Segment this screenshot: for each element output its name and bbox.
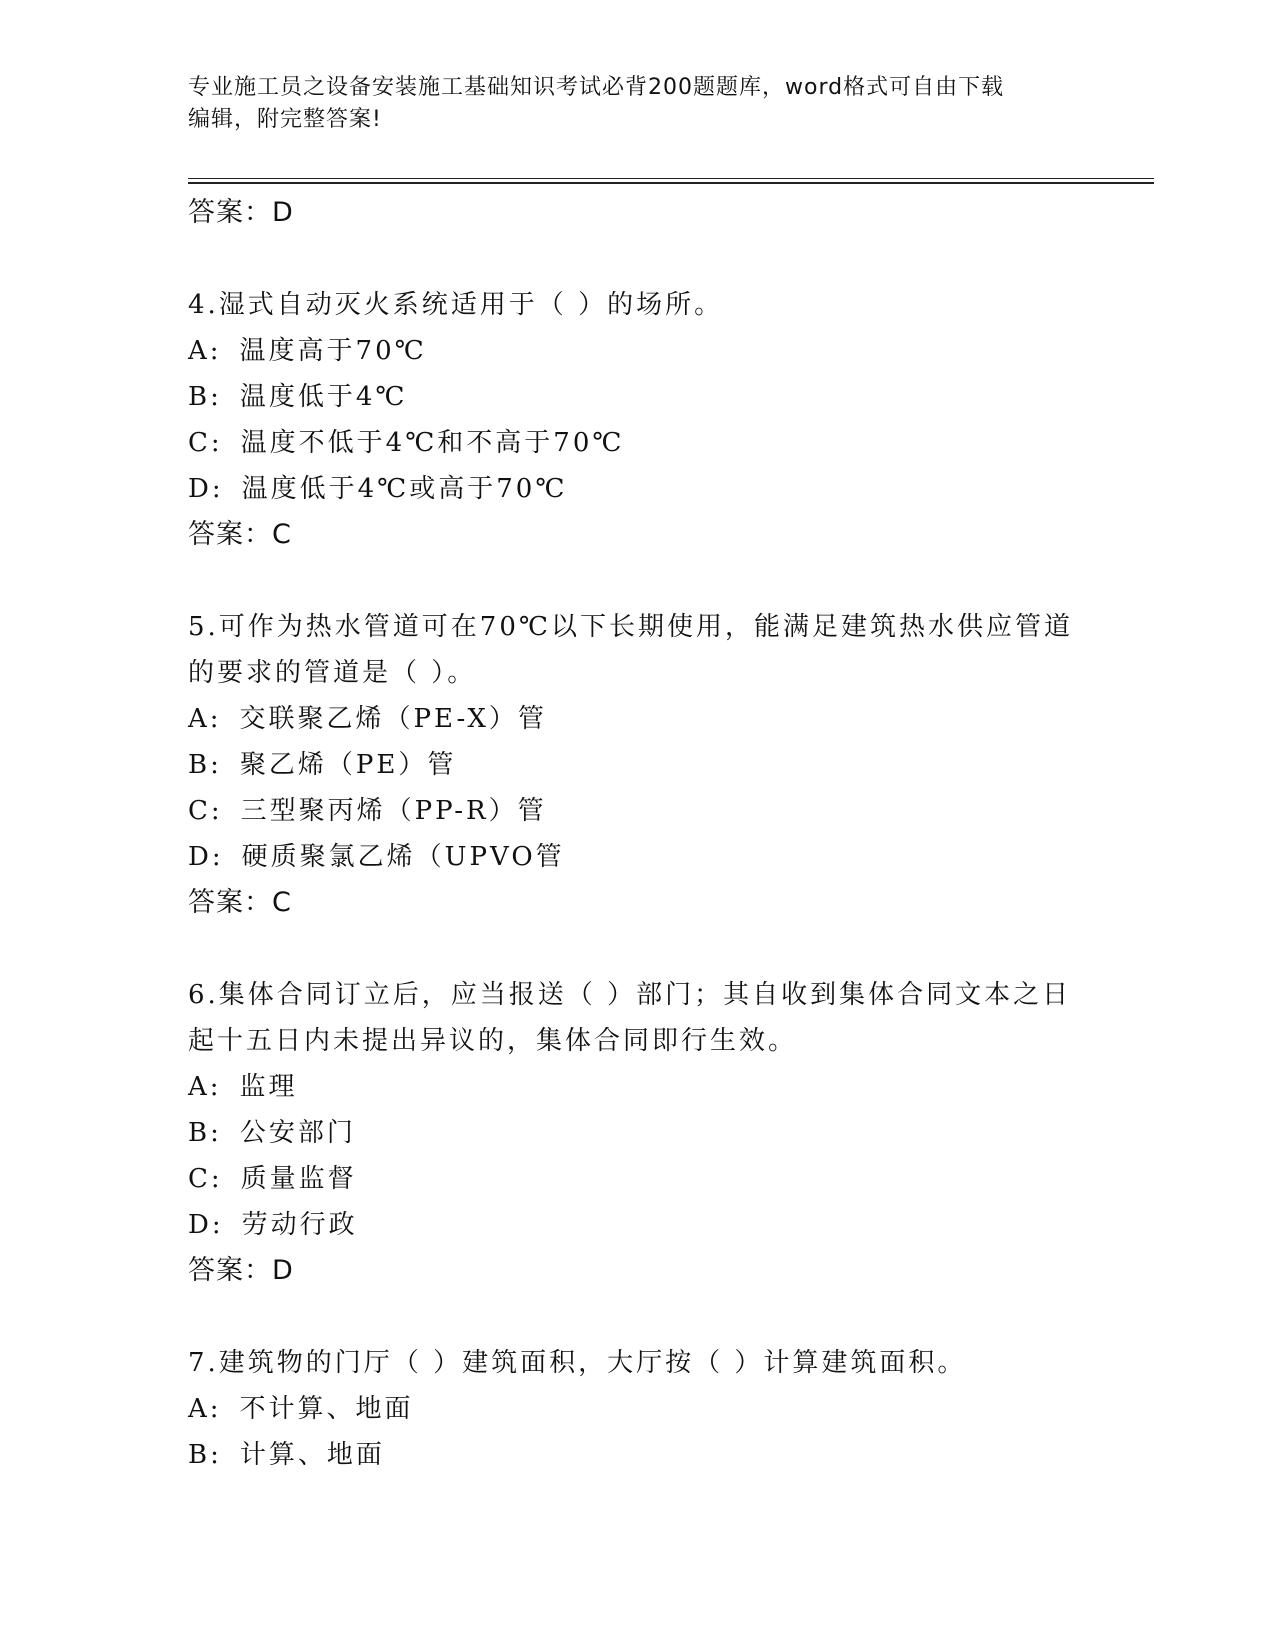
question-block <box>188 604 1088 926</box>
option-text: 监理 <box>239 1072 298 1102</box>
question-stem: 4.湿式自动灭火系统适用于（ ）的场所。 <box>188 290 724 320</box>
header-line: 专业施工员之设备安装施工基础知识考试必背200题题库，word格式可自由下载 <box>188 75 1005 100</box>
question-stem: 的要求的管道是（ ）。 <box>188 658 477 688</box>
option-text: 温度不低于4℃和不高于70℃ <box>240 428 625 458</box>
option-text: 温度低于4℃ <box>239 382 408 412</box>
header-line: 编辑，附完整答案! <box>188 107 382 132</box>
question-stem: 7.建筑物的门厅（ ）建筑面积，大厅按（ ）计算建筑面积。 <box>188 1348 967 1378</box>
option-text: 劳动行政 <box>241 1210 358 1240</box>
option-letter: B: <box>188 1440 222 1470</box>
question-block <box>188 972 1088 1294</box>
option-letter: A: <box>188 1394 222 1424</box>
option-b <box>188 1432 1088 1478</box>
option-letter: B: <box>188 382 222 412</box>
answer-line: 答案：C <box>188 887 292 918</box>
option-letter: A: <box>188 704 222 734</box>
option-text: 三型聚丙烯（PP-R）管 <box>240 796 547 826</box>
option-d <box>188 1202 1088 1248</box>
option-text: 交联聚乙烯（PE-X）管 <box>239 704 547 734</box>
option-c <box>188 1156 1088 1202</box>
option-letter: C: <box>188 796 223 826</box>
option-text: 聚乙烯（PE）管 <box>239 750 457 780</box>
question-block <box>188 1340 1088 1478</box>
option-letter: D: <box>188 842 224 872</box>
question-list <box>188 190 1088 1478</box>
option-letter: D: <box>188 474 224 504</box>
option-letter: B: <box>188 750 222 780</box>
option-b <box>188 374 1088 420</box>
option-a <box>188 1386 1088 1432</box>
option-a <box>188 1064 1088 1110</box>
question-stem: 起十五日内未提出异议的，集体合同即行生效。 <box>188 1026 798 1056</box>
option-text: 温度低于4℃或高于70℃ <box>241 474 568 504</box>
option-letter: C: <box>188 1164 223 1194</box>
header-divider <box>188 182 1154 184</box>
option-c <box>188 788 1088 834</box>
option-text: 不计算、地面 <box>239 1394 414 1424</box>
answer-line: 答案：C <box>188 519 292 550</box>
option-text: 质量监督 <box>240 1164 357 1194</box>
answer-line: 答案：D <box>188 197 294 228</box>
option-c <box>188 420 1088 466</box>
option-text: 公安部门 <box>239 1118 356 1148</box>
option-letter: A: <box>188 1072 222 1102</box>
option-text: 计算、地面 <box>239 1440 385 1470</box>
option-letter: C: <box>188 428 223 458</box>
option-b <box>188 742 1088 788</box>
option-a <box>188 328 1088 374</box>
option-b <box>188 1110 1088 1156</box>
question-stem: 5.可作为热水管道可在70℃以下长期使用，能满足建筑热水供应管道 <box>188 612 1073 642</box>
option-d <box>188 834 1088 880</box>
answer-line: 答案：D <box>188 1255 294 1286</box>
question-block <box>188 282 1088 558</box>
option-letter: D: <box>188 1210 224 1240</box>
option-a <box>188 696 1088 742</box>
option-letter: A: <box>188 336 222 366</box>
question-stem: 6.集体合同订立后，应当报送（ ）部门；其自收到集体合同文本之日 <box>188 980 1072 1010</box>
option-text: 硬质聚氯乙烯（UPVO管 <box>241 842 565 872</box>
option-d <box>188 466 1088 512</box>
header-divider <box>188 178 1154 179</box>
option-text: 温度高于70℃ <box>239 336 427 366</box>
option-letter: B: <box>188 1118 222 1148</box>
document-header <box>188 72 1068 136</box>
